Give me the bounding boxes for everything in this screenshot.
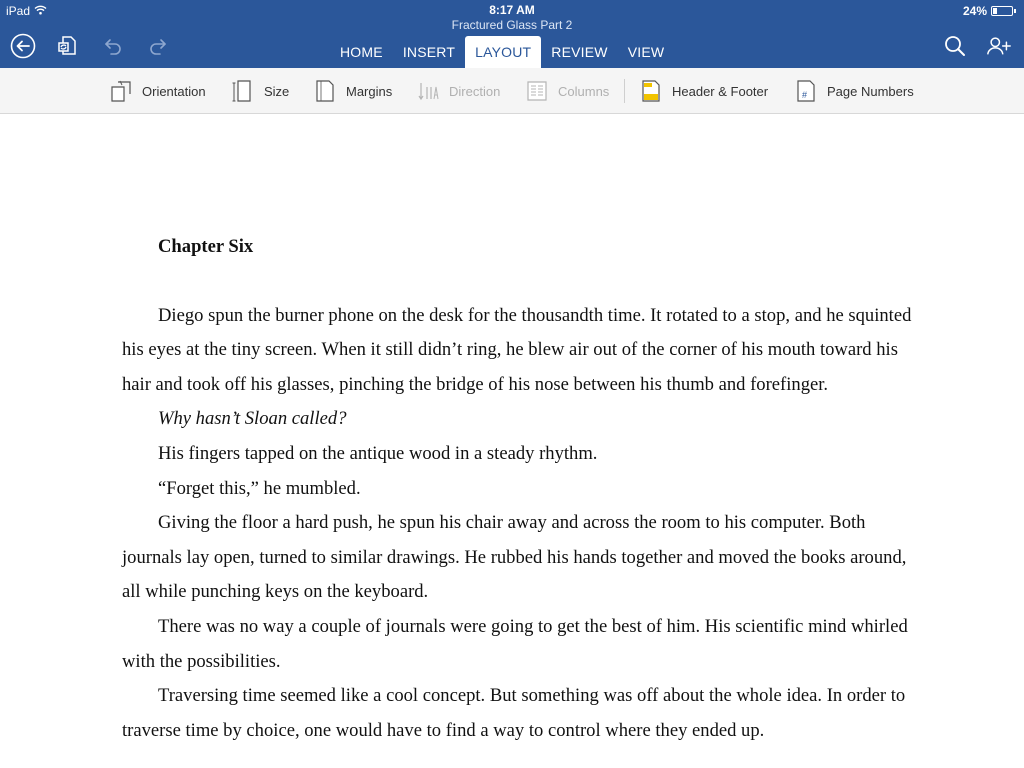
page-numbers-icon [795, 79, 817, 103]
direction-button[interactable] [417, 78, 500, 104]
direction-label: Direction [449, 83, 501, 99]
paragraph: Why hasn’t Sloan called? [158, 408, 347, 430]
ribbon-tabs [330, 36, 674, 68]
margins-button[interactable] [314, 78, 392, 104]
carrier-label: iPad [6, 4, 31, 18]
back-arrow-icon[interactable] [10, 33, 36, 59]
header-footer-label: Header & Footer [672, 83, 769, 99]
status-battery [963, 4, 1016, 18]
text-direction-icon [417, 79, 439, 103]
document-page[interactable] [122, 230, 912, 748]
file-sync-icon[interactable] [55, 33, 81, 59]
size-button[interactable] [232, 78, 289, 104]
svg-text:#: # [802, 90, 808, 100]
paragraph: Giving the floor a hard push, he spun his chair away and across the room to his computer. Both journals lay open, turned to similar drawings. He rubbed his hands together and moved the books around, all while punching keys on the keyboard. [122, 512, 907, 603]
paragraph: Diego spun the burner phone on the desk for the thousandth time. It rotated to a stop, and he squinted his eyes at the tiny screen. When it still didn’t ring, he blew air out of the corner of his mouth toward his hair and took off his glasses, pinching the bridge of his nose between his thumb and forefinger. [122, 304, 912, 395]
header-footer-icon [640, 79, 662, 103]
battery-percent: 24% [962, 4, 987, 18]
redo-icon[interactable] [145, 33, 171, 59]
orientation-icon [110, 79, 132, 103]
tab-review[interactable]: REVIEW [551, 44, 608, 60]
tab-home[interactable]: HOME [340, 44, 383, 60]
orientation-label: Orientation [142, 83, 206, 99]
ribbon-divider [624, 79, 625, 103]
page-numbers-label: Page Numbers [827, 83, 914, 99]
columns-button[interactable] [526, 78, 609, 104]
status-time: 8:17 AM [489, 3, 535, 17]
undo-icon[interactable] [100, 33, 126, 59]
paragraph: Traversing time seemed like a cool concept. But something was off about the whole idea. In order to traverse time by choice, one would have to find a way to control where they ended up. [122, 685, 906, 741]
battery-icon [991, 6, 1013, 16]
paragraph: His fingers tapped on the antique wood in a steady rhythm. [158, 442, 598, 464]
page-numbers-button[interactable] [795, 78, 914, 104]
search-icon[interactable] [942, 33, 968, 59]
orientation-button[interactable] [110, 78, 206, 104]
document-canvas[interactable] [0, 114, 1024, 768]
size-icon [232, 79, 254, 103]
chapter-heading: Chapter Six [158, 236, 254, 257]
tab-layout[interactable]: LAYOUT [465, 36, 541, 68]
app-bar [0, 0, 1024, 68]
margins-icon [314, 79, 336, 103]
tab-view[interactable]: VIEW [627, 44, 665, 60]
add-person-icon[interactable] [986, 33, 1012, 59]
paragraph: “Forget this,” he mumbled. [158, 477, 361, 499]
paragraph: There was no way a couple of journals were going to get the best of him. His scientific mind whirled with the possibilities. [122, 615, 908, 672]
columns-icon [526, 79, 548, 103]
tab-insert[interactable]: INSERT [402, 44, 456, 60]
margins-label: Margins [346, 83, 393, 99]
header-footer-button[interactable] [640, 78, 768, 104]
document-title: Fractured Glass Part 2 [451, 18, 573, 32]
size-label: Size [264, 83, 290, 99]
columns-label: Columns [558, 83, 610, 99]
layout-ribbon [0, 68, 1024, 114]
